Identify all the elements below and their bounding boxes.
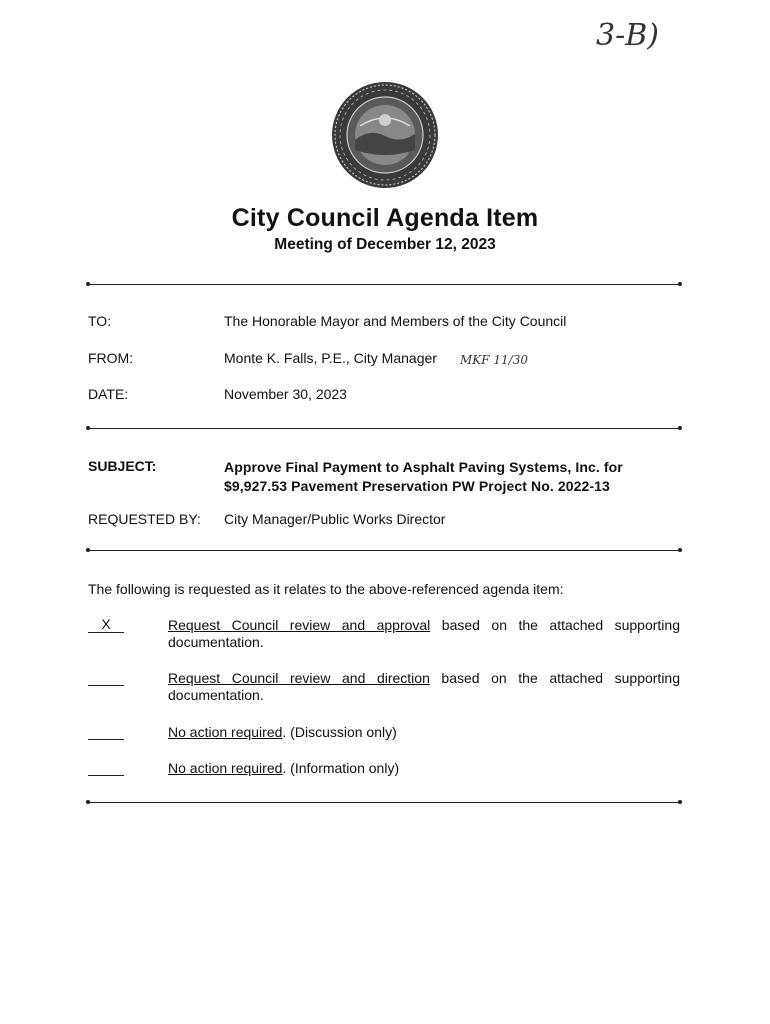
divider [88, 284, 680, 285]
requested-by-value: City Manager/Public Works Director [224, 511, 446, 527]
option-rest: based on the attached supporting documentation. [168, 617, 680, 650]
option-mark [88, 759, 124, 776]
option-link: No action required [168, 724, 283, 740]
option-item [168, 724, 680, 741]
date-value: November 30, 2023 [224, 386, 347, 402]
subject-line-2: $9,927.53 Pavement Preservation PW Project No. 2022-13 [224, 478, 610, 494]
subject-label: SUBJECT: [88, 458, 157, 474]
requested-by-label: REQUESTED BY: [88, 511, 201, 527]
option-item [168, 760, 680, 777]
option-mark [88, 669, 124, 686]
divider [88, 550, 680, 551]
option-rest: . (Information only) [282, 760, 400, 776]
option-mark [88, 723, 124, 740]
city-seal-icon [330, 80, 440, 190]
to-label: TO: [88, 313, 112, 329]
meeting-date: Meeting of December 12, 2023 [274, 236, 496, 253]
option-link: Request Council review and direction [168, 670, 430, 686]
intro-text: The following is requested as it relates to the above-referenced agenda item: [88, 581, 564, 597]
from-label: FROM: [88, 350, 134, 366]
subject-line-1: Approve Final Payment to Asphalt Paving Systems, Inc. for [224, 459, 623, 475]
option-link: No action required [168, 760, 283, 776]
page-title: City Council Agenda Item [231, 204, 539, 232]
from-value: Monte K. Falls, P.E., City Manager [224, 350, 437, 366]
option-item [168, 670, 680, 704]
from-initials: MKF 11/30 [460, 353, 528, 367]
option-mark: X [88, 616, 124, 633]
date-label: DATE: [88, 386, 129, 402]
to-value: The Honorable Mayor and Members of the City Council [224, 313, 567, 329]
page-mark: 3-B) [596, 18, 659, 53]
option-item [168, 617, 680, 651]
option-rest: . (Discussion only) [282, 724, 397, 740]
divider [88, 802, 680, 803]
divider [88, 428, 680, 429]
option-link: Request Council review and approval [168, 617, 431, 633]
option-rest: based on the attached supporting documentation. [168, 670, 680, 703]
